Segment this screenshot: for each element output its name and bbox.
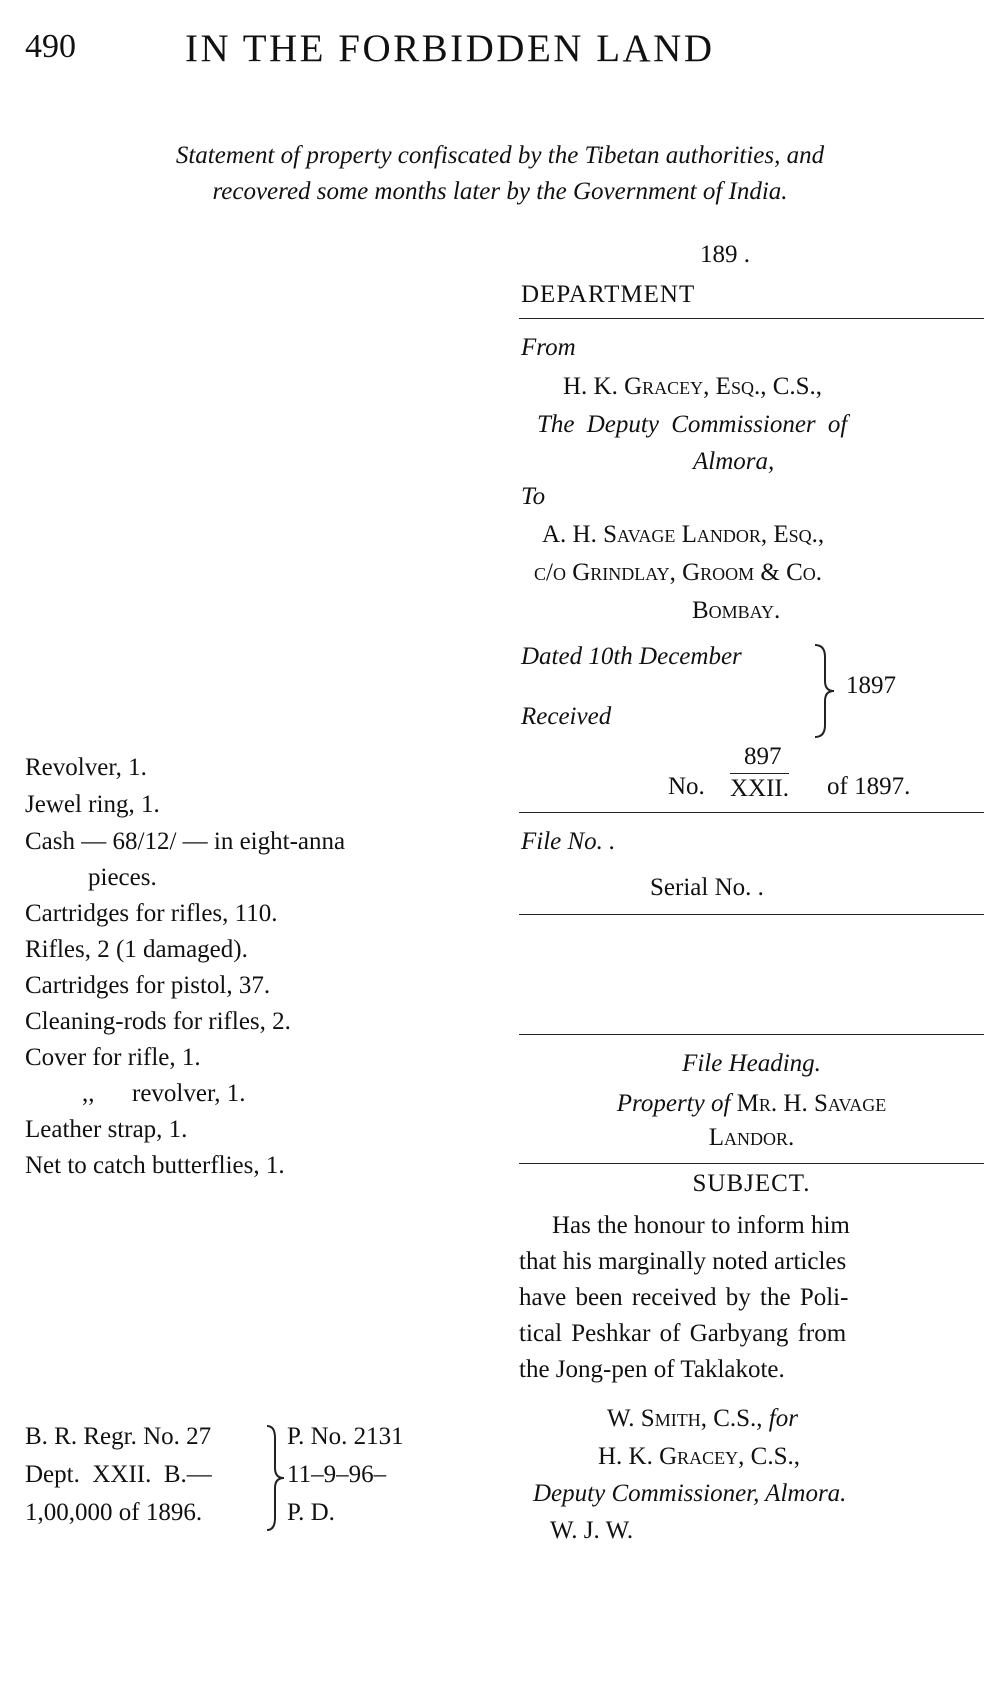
memo-to-address-2: Bombay. bbox=[692, 597, 781, 624]
memo-subject-line-2: that his marginally noted articles bbox=[519, 1248, 847, 1275]
memo-sign-1-name: W. Smith, C.S., bbox=[607, 1405, 763, 1432]
memo-department: DEPARTMENT bbox=[521, 281, 696, 308]
memo-sign-1 bbox=[607, 1405, 798, 1433]
memo-subject-line-4: tical Peshkar of Garbyang from bbox=[519, 1320, 847, 1347]
memo-file-heading-line-1 bbox=[519, 1090, 984, 1118]
rule-1 bbox=[519, 318, 984, 319]
memo-from-name: H. K. Gracey, Esq., C.S., bbox=[563, 373, 823, 400]
memo-sign-3: Deputy Commissioner, Almora. bbox=[533, 1480, 847, 1507]
running-title: IN THE FORBIDDEN LAND bbox=[185, 27, 715, 70]
rule-5 bbox=[519, 1163, 984, 1164]
article-item: pieces. bbox=[88, 864, 157, 891]
memo-from-title-1: The Deputy Commissioner of bbox=[537, 411, 848, 438]
memo-number-top: 897 bbox=[744, 743, 782, 770]
memo-number-suffix: of 1897. bbox=[827, 773, 911, 800]
memo-file-heading-name-2: Landor. bbox=[708, 1124, 795, 1151]
memo-number-bottom: XXII. bbox=[730, 775, 790, 802]
right-brace-icon bbox=[265, 1424, 287, 1532]
memo-year-line: 189 . bbox=[700, 241, 750, 268]
memo-file-heading-name-1: Mr. H. Savage bbox=[736, 1090, 887, 1117]
article-item: Cash — 68/12/ — in eight-anna bbox=[25, 828, 346, 855]
memo-file-heading-label: File Heading. bbox=[682, 1050, 821, 1077]
memo-to-name: A. H. Savage Landor, Esq., bbox=[542, 521, 825, 548]
memo-dated-label: Dated 10th December bbox=[521, 643, 742, 670]
memo-received-label: Received bbox=[521, 703, 612, 730]
memo-subject-line-3: have been received by the Poli- bbox=[519, 1284, 849, 1311]
memo-subject-line-5: the Jong-pen of Taklakote. bbox=[519, 1356, 785, 1383]
register-right-3: P. D. bbox=[287, 1499, 335, 1526]
memo-number-prefix: No. bbox=[668, 773, 705, 800]
right-brace-icon bbox=[812, 643, 838, 739]
memo-dated-year: 1897 bbox=[846, 672, 896, 699]
register-left-3: 1,00,000 of 1896. bbox=[25, 1499, 203, 1526]
memo-file-heading-prefix: Property of bbox=[616, 1090, 731, 1117]
memo-sign-4: W. J. W. bbox=[550, 1517, 634, 1544]
memo-to-address-1: c/o Grindlay, Groom & Co. bbox=[534, 559, 823, 586]
article-item: Net to catch butterflies, 1. bbox=[25, 1152, 285, 1179]
caption-line-1: Statement of property confiscated by the Tibetan authorities, and bbox=[175, 142, 825, 169]
page-number: 490 bbox=[25, 28, 76, 65]
register-right-2: 11–9–96– bbox=[287, 1461, 387, 1488]
memo-file-no: File No. . bbox=[521, 828, 616, 855]
memo-serial-no: Serial No. . bbox=[650, 874, 764, 901]
memo-from-title-2: Almora, bbox=[693, 448, 775, 475]
article-item: Cartridges for pistol, 37. bbox=[25, 972, 271, 999]
register-right-1: P. No. 2131 bbox=[287, 1423, 404, 1450]
memo-subject-line-1: Has the honour to inform him bbox=[552, 1212, 850, 1239]
article-item: Leather strap, 1. bbox=[25, 1116, 188, 1143]
article-item: Cartridges for rifles, 110. bbox=[25, 900, 278, 927]
rule-4 bbox=[519, 1034, 984, 1035]
memo-sign-1-for: for bbox=[768, 1405, 798, 1432]
memo-from-label: From bbox=[521, 334, 576, 361]
rule-3 bbox=[519, 914, 984, 915]
memo-to-label: To bbox=[521, 483, 546, 510]
register-left-2: Dept. XXII. B.— bbox=[25, 1461, 212, 1488]
article-item: Cleaning-rods for rifles, 2. bbox=[25, 1008, 291, 1035]
register-left-1: B. R. Regr. No. 27 bbox=[25, 1423, 212, 1450]
article-item: Revolver, 1. bbox=[25, 754, 147, 781]
memo-subject-label: SUBJECT. bbox=[692, 1170, 811, 1197]
caption-line-2: recovered some months later by the Government of India. bbox=[212, 178, 788, 205]
article-item: Rifles, 2 (1 damaged). bbox=[25, 936, 248, 963]
article-item: ,, revolver, 1. bbox=[82, 1080, 246, 1107]
memo-sign-2: H. K. Gracey, C.S., bbox=[598, 1443, 800, 1470]
article-item: Cover for rifle, 1. bbox=[25, 1044, 201, 1071]
rule-2 bbox=[519, 812, 984, 813]
article-item: Jewel ring, 1. bbox=[25, 791, 160, 818]
